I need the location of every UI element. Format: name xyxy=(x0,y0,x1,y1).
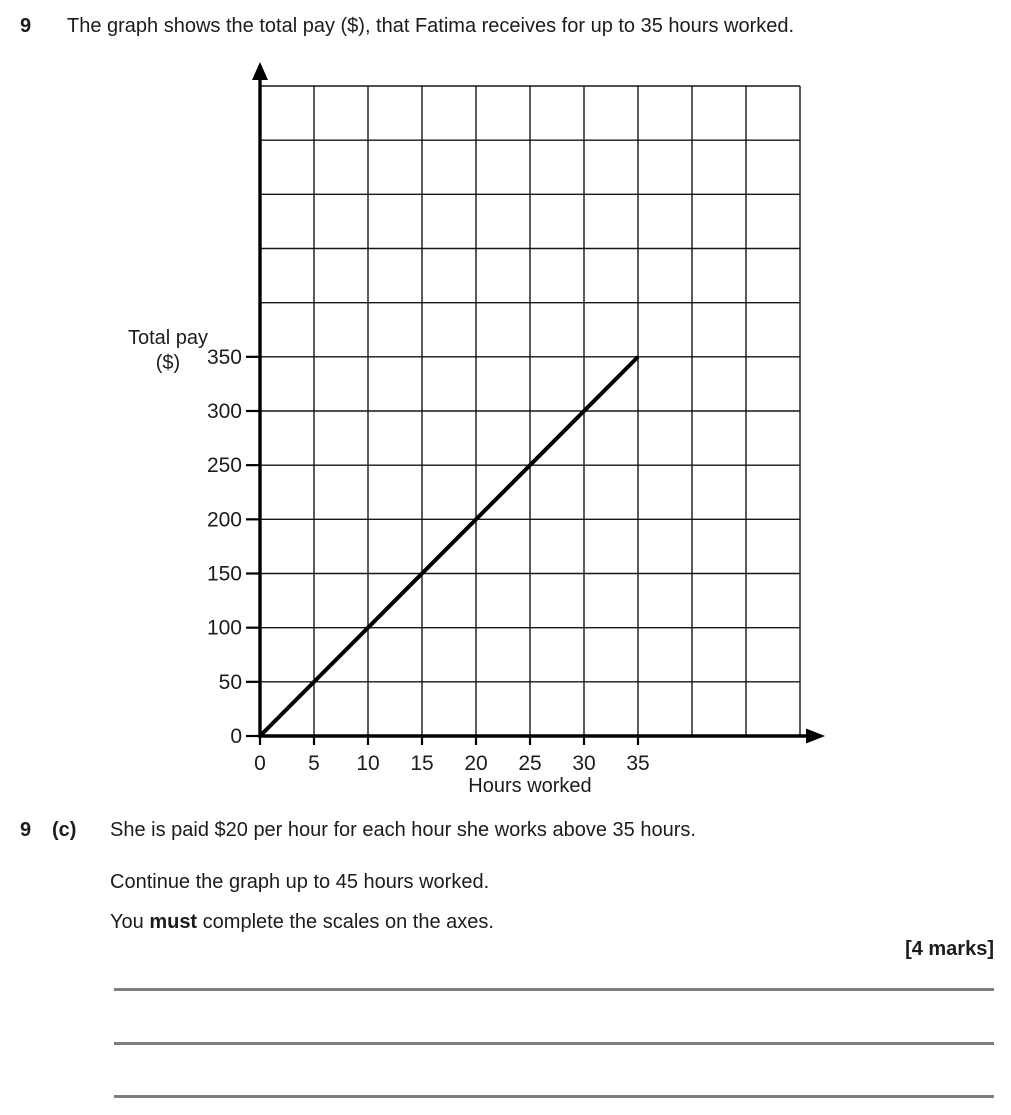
part-c-instruction-2 xyxy=(110,910,494,934)
y-axis-title-line: Total pay xyxy=(127,327,209,349)
instruction-2-suffix: complete the scales on the axes. xyxy=(197,911,494,933)
y-tick-label: 250 xyxy=(206,454,242,478)
question-number: 9 xyxy=(20,15,32,37)
x-tick-label: 35 xyxy=(626,752,650,775)
x-tick-label: 25 xyxy=(518,752,542,775)
instruction-2-prefix: You xyxy=(110,911,150,933)
answer-line xyxy=(114,988,994,991)
y-tick-label: 200 xyxy=(206,508,242,532)
answer-line xyxy=(114,1095,994,1098)
y-tick-label: 100 xyxy=(206,616,242,640)
x-tick-label: 20 xyxy=(464,752,488,775)
instruction-2-bold-word: must xyxy=(149,911,198,933)
x-tick-label: 0 xyxy=(254,752,266,775)
x-tick-label: 15 xyxy=(410,752,434,775)
part-c-statement: She is paid $20 per hour for each hour she works above 35 hours. xyxy=(110,819,696,841)
x-tick-label: 30 xyxy=(572,752,596,775)
question-intro-text: The graph shows the total pay ($), that Fatima receives for up to 35 hours worked. xyxy=(67,15,795,37)
part-c-instruction-1: Continue the graph up to 45 hours worked. xyxy=(110,871,490,893)
y-tick-label: 150 xyxy=(206,562,242,586)
y-tick-label: 350 xyxy=(206,345,242,369)
y-tick-label: 50 xyxy=(218,670,242,694)
marks-badge: [4 marks] xyxy=(905,938,994,960)
x-tick-label: 5 xyxy=(308,752,320,775)
part-c-question-number: 9 xyxy=(20,819,32,841)
x-tick-label: 10 xyxy=(356,752,380,775)
y-axis-arrowhead xyxy=(252,62,268,80)
x-axis-arrowhead xyxy=(806,729,825,744)
pay-line xyxy=(260,357,638,736)
y-tick-label: 300 xyxy=(206,400,242,423)
part-c-label: (c) xyxy=(52,819,77,841)
x-axis-title: Hours worked xyxy=(468,775,592,797)
answer-line xyxy=(114,1042,994,1045)
y-tick-label: 0 xyxy=(230,725,242,748)
y-axis-title-line: ($) xyxy=(155,352,181,374)
